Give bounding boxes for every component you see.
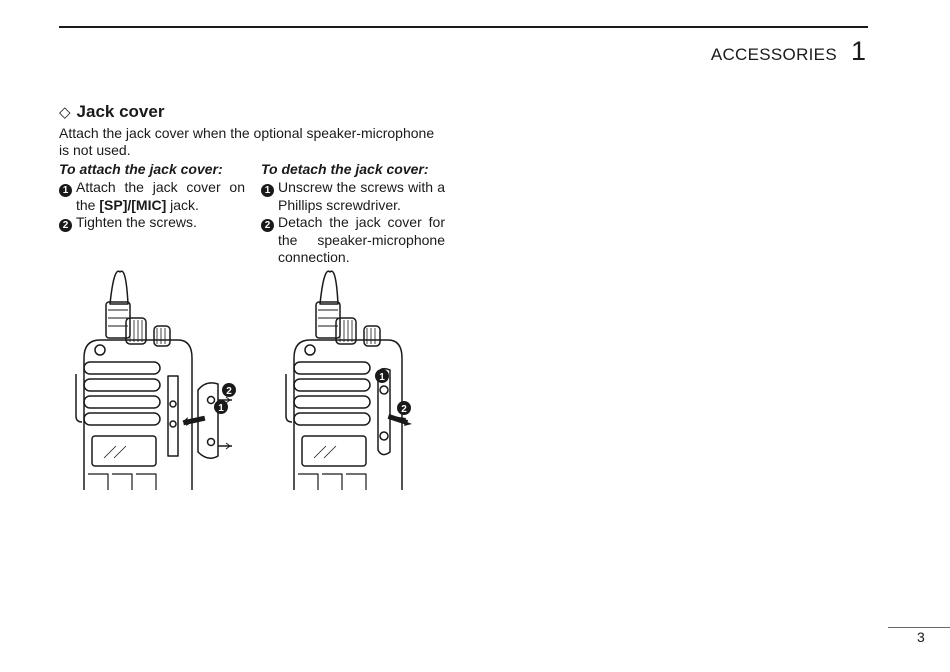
chapter-number: 1	[850, 36, 866, 66]
attach-step-2	[59, 214, 245, 232]
svg-text:2: 2	[401, 404, 407, 415]
step-number-icon: 2	[59, 219, 72, 232]
svg-text:2: 2	[226, 386, 232, 397]
diamond-icon: ◇	[59, 104, 71, 121]
attach-step-1-suffix: jack.	[166, 196, 199, 213]
antenna-tip	[110, 271, 128, 304]
chapter-header	[711, 36, 866, 67]
page-number: 3	[917, 629, 925, 645]
section-heading	[59, 100, 445, 124]
detach-step-2	[261, 214, 445, 267]
attach-heading: To attach the jack cover:	[59, 161, 223, 177]
step-number-icon: 1	[261, 184, 274, 197]
attach-step-1	[59, 179, 245, 214]
instruction-columns	[59, 161, 445, 267]
detach-step-2-text: Detach the jack cover for the speaker-microphone connection.	[278, 214, 445, 265]
section-title: Jack cover	[76, 102, 165, 121]
attach-illustration	[70, 266, 245, 490]
attach-column	[59, 161, 245, 267]
attach-step-1-prefix: Attach the jack cover on the	[76, 179, 245, 213]
detach-heading: To detach the jack cover:	[261, 161, 429, 177]
detach-step-1	[261, 179, 445, 214]
sp-mic-key-label: [SP]/[MIC]	[99, 196, 167, 213]
step-number-icon: 1	[59, 184, 72, 197]
detach-step-1-text: Unscrew the screws with a Phillips screwdriver.	[278, 179, 445, 213]
detach-column	[261, 161, 445, 267]
chapter-title: ACCESSORIES	[710, 45, 837, 64]
attach-step-2-text: Tighten the screws.	[76, 214, 197, 230]
footer-rule	[888, 627, 950, 628]
svg-text:1: 1	[379, 372, 385, 383]
display	[92, 436, 156, 466]
section-intro: Attach the jack cover when the optional speaker-microphone is not used.	[59, 125, 435, 158]
step-number-icon: 2	[261, 219, 274, 232]
svg-text:1: 1	[218, 403, 224, 414]
jack-cover-section	[59, 100, 445, 267]
detach-illustration	[280, 266, 420, 490]
top-rule	[59, 26, 868, 28]
